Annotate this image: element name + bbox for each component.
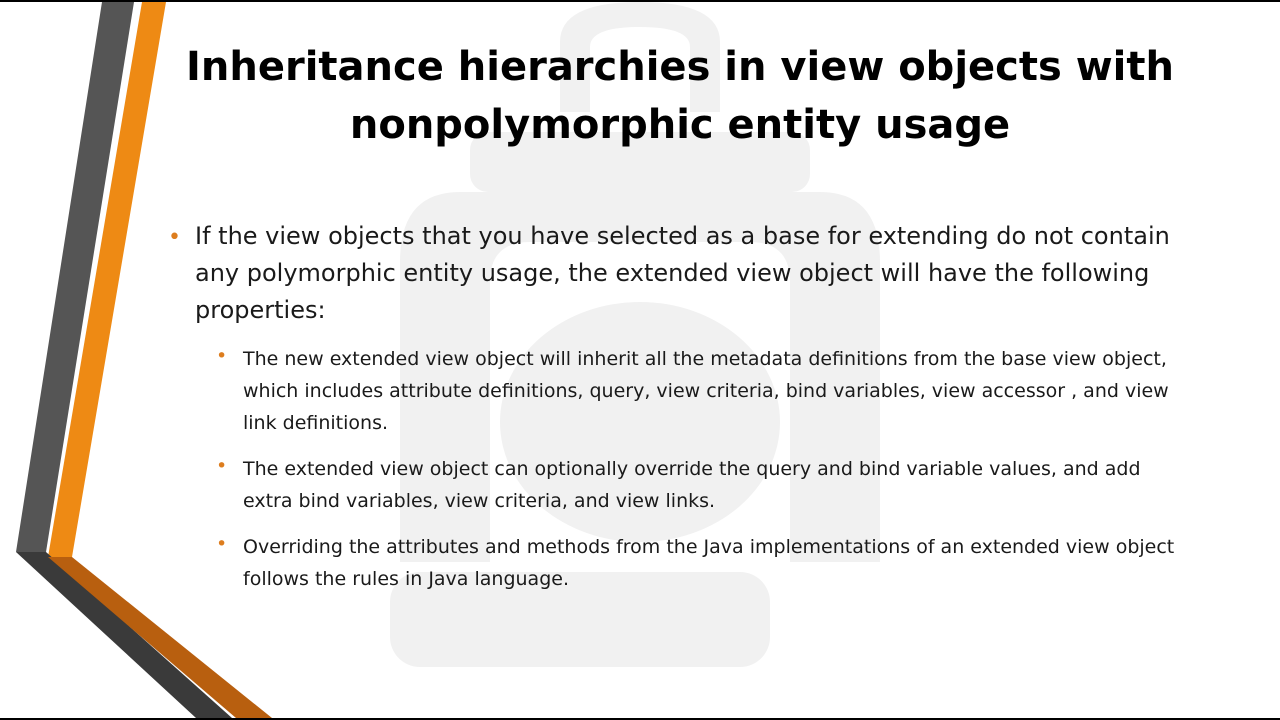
main-bullet-text: If the view objects that you have selected as a base for extending do not contain any polymorphic entity usage, the extended view object will have the following properties: [195, 222, 1170, 324]
slide-title [180, 38, 1180, 154]
sub-bullet-text: The new extended view object will inherit all the metadata definitions from the base view object, which includes attribute definitions, query, view criteria, bind variables, view accessor , and view link definitions. [243, 348, 1169, 434]
main-bullet [168, 218, 1178, 329]
slide [0, 2, 1280, 718]
sub-bullet-1 [216, 343, 1178, 439]
bullet-dot-icon: • [216, 533, 228, 555]
sub-bullet-2 [216, 453, 1178, 517]
bullet-dot-icon: • [216, 455, 228, 477]
bullet-dot-icon: • [216, 345, 228, 367]
slide-body [168, 218, 1178, 609]
title-line-1: Inheritance hierarchies in view objects with [186, 44, 1174, 90]
sub-bullet-list [168, 343, 1178, 595]
sub-bullet-text: Overriding the attributes and methods from the Java implementations of an extended view object follows the rules in Java language. [243, 536, 1175, 590]
sub-bullet-3 [216, 531, 1178, 595]
bullet-dot-icon: • [168, 225, 181, 250]
title-line-2: nonpolymorphic entity usage [349, 102, 1011, 148]
sub-bullet-text: The extended view object can optionally override the query and bind variable values, and add extra bind variables, view criteria, and view links. [243, 458, 1141, 512]
